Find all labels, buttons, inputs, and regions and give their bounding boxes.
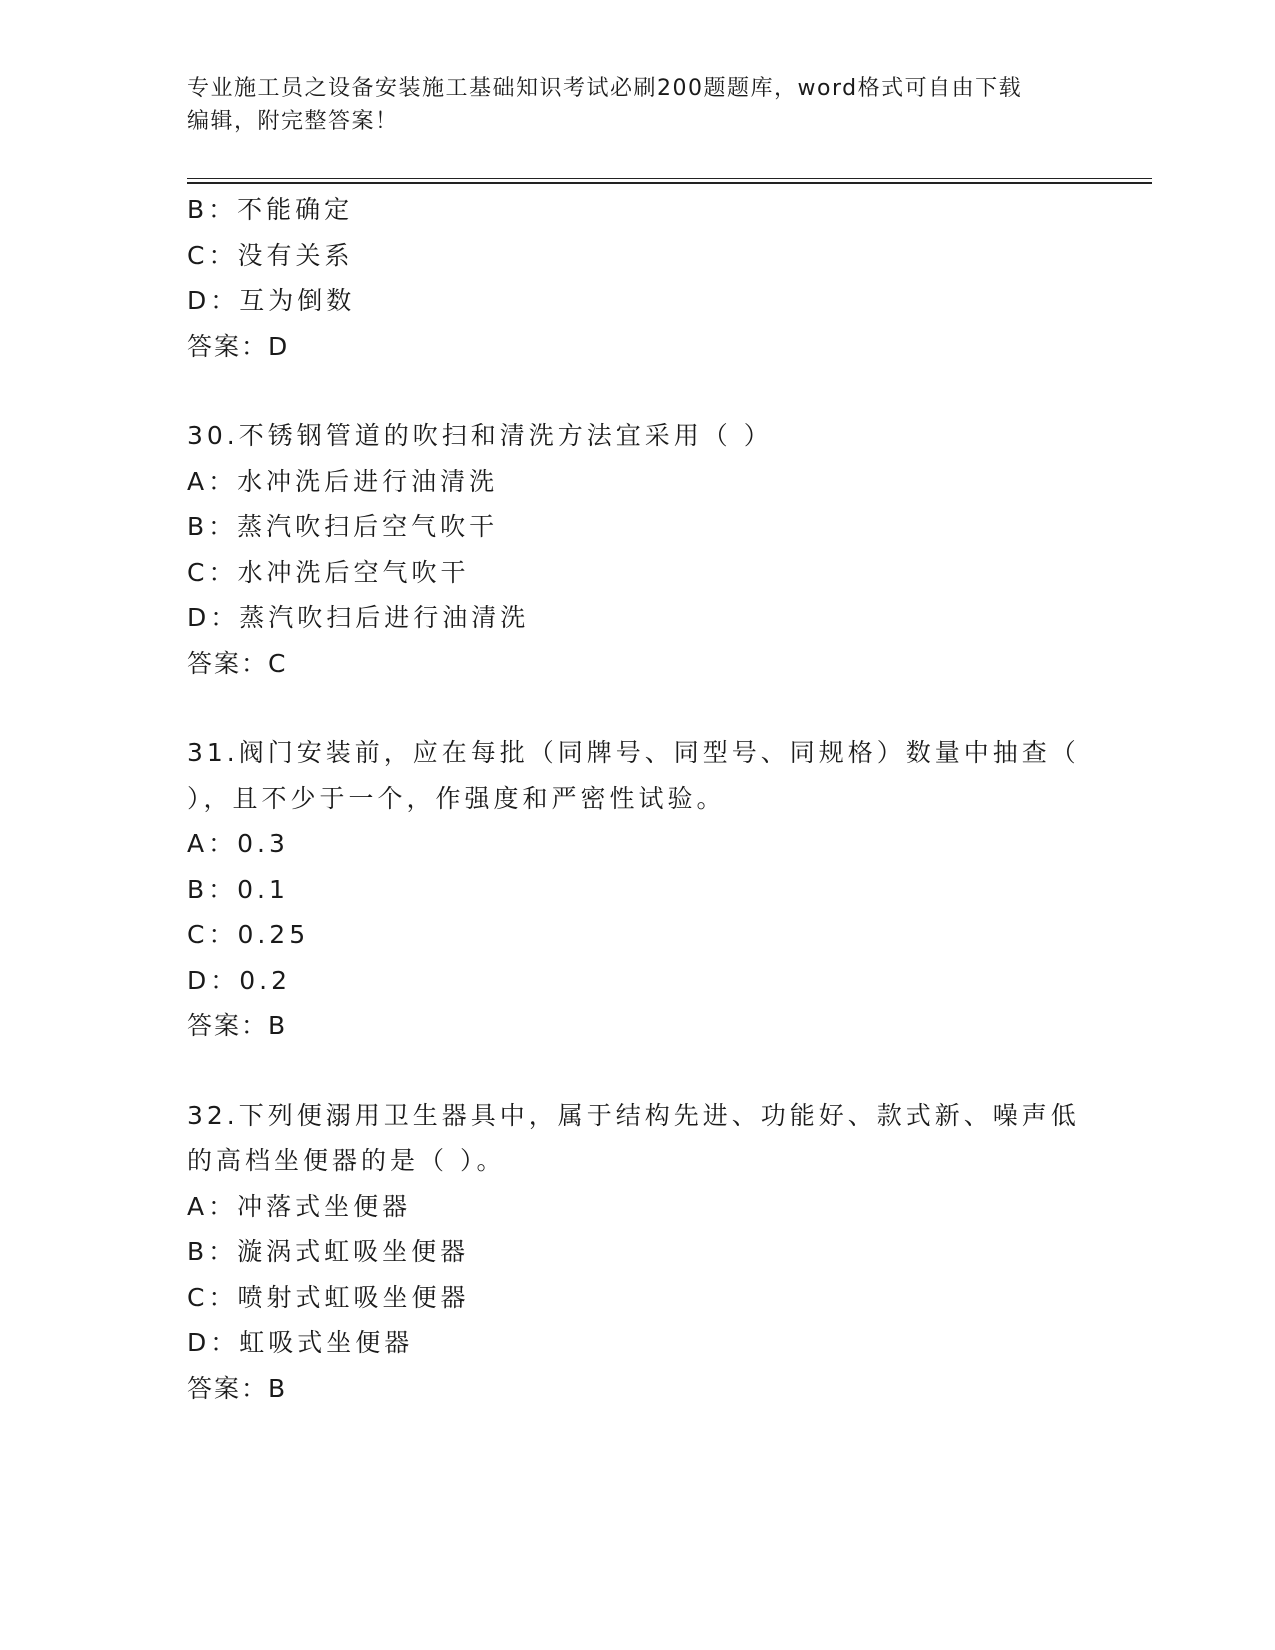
option-c: C：水冲洗后空气吹干 [187, 557, 470, 587]
answer-value: C [268, 648, 286, 678]
option-d: D：虹吸式坐便器 [187, 1328, 414, 1357]
answer-label: 答案： [187, 1373, 269, 1403]
option-d: D：蒸汽吹扫后进行油清洗 [187, 603, 530, 632]
question-30 [187, 413, 1087, 686]
question-32 [187, 1093, 1087, 1412]
spacer [187, 1049, 1087, 1093]
question-text-line-2: 的高档坐便器的是（ ）。 [187, 1146, 506, 1175]
option-c: C：没有关系 [187, 240, 354, 270]
question-text-line-1: 31.阀门安装前，应在每批（同牌号、同型号、同规格）数量中抽查（ [187, 738, 1080, 767]
question-text: 30.不锈钢管道的吹扫和清洗方法宜采用（ ） [187, 421, 773, 450]
header-line-1: 专业施工员之设备安装施工基础知识考试必刷200题题库，word格式可自由下载 [187, 76, 1023, 101]
spacer [187, 686, 1087, 730]
answer-value: B [268, 1011, 286, 1040]
option-b: B：漩涡式虹吸坐便器 [187, 1237, 470, 1266]
question-text-line-1: 32.下列便溺用卫生器具中，属于结构先进、功能好、款式新、噪声低 [187, 1100, 1080, 1130]
header-rule-thick [187, 182, 1152, 184]
option-a: A：0.3 [187, 829, 289, 858]
option-d: D：互为倒数 [187, 286, 356, 315]
option-b: B：蒸汽吹扫后空气吹干 [187, 512, 499, 541]
answer-line [187, 1003, 1087, 1049]
header-line-2: 编辑，附完整答案！ [187, 109, 399, 134]
option-a: A：冲落式坐便器 [187, 1191, 412, 1221]
option-c: C：喷射式虹吸坐便器 [187, 1282, 470, 1312]
option-b: B：0.1 [187, 874, 289, 904]
answer-label: 答案： [187, 648, 269, 678]
option-c: C：0.25 [187, 920, 310, 949]
answer-line [187, 641, 1087, 687]
answer-label: 答案： [187, 331, 269, 361]
answer-value: B [268, 1373, 286, 1403]
answer-value: D [268, 331, 288, 361]
answer-line [187, 1366, 1087, 1412]
header-rule-thin [187, 178, 1152, 179]
option-b: B：不能确定 [187, 195, 354, 224]
answer-line [187, 324, 1087, 370]
question-31 [187, 730, 1087, 1049]
option-a: A：水冲洗后进行油清洗 [187, 466, 499, 496]
answer-label: 答案： [187, 1011, 269, 1040]
document-header [187, 72, 1087, 138]
question-list [187, 187, 1087, 1411]
question-text-line-2: ），且不少于一个，作强度和严密性试验。 [187, 783, 726, 813]
question-continued [187, 187, 1087, 369]
spacer [187, 369, 1087, 413]
option-d: D：0.2 [187, 965, 292, 995]
